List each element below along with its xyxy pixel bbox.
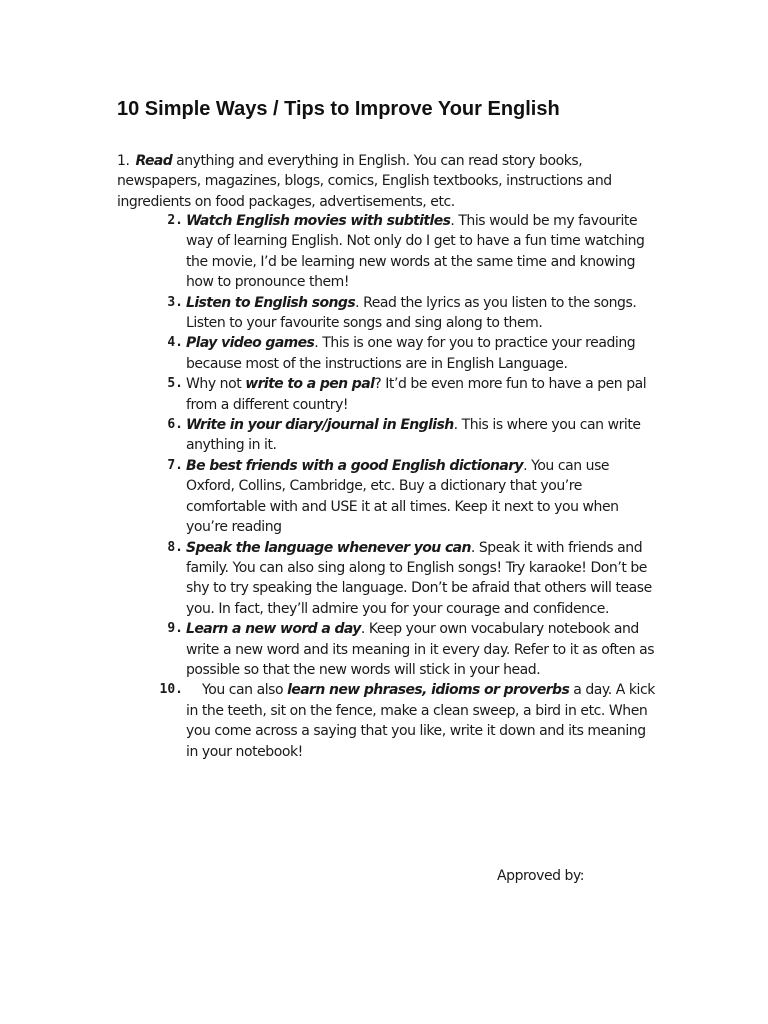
tip-number: 2.	[167, 213, 183, 228]
tip-number: 7.	[167, 457, 183, 473]
tip-highlight: write to a pen pal	[245, 376, 375, 393]
tip-3	[167, 293, 656, 334]
tip-text: . This would be my favourite way of learning English. Not only do I get to have a fun time watching the movie, I’d be learning new words at the same time and knowing how to pronounce them!	[186, 213, 645, 291]
tip-highlight: Be best friends with a good English dictionary	[186, 457, 524, 474]
tip-text: . Speak it with friends and family. You can also sing along to English songs! Try karaoke! Don’t be shy to try speaking the language. Don’t be afraid that others will tease you. In fact, they’ll admire you for your courage and confidence.	[186, 539, 652, 617]
tip-highlight: Watch English movies with subtitles	[186, 213, 451, 229]
tip-number: 3.	[167, 294, 183, 310]
document-title: 10 Simple Ways / Tips to Improve Your English	[117, 98, 560, 120]
tip-text: . Keep your own vocabulary notebook and write a new word and its meaning in it every day. Refer to it as often as possible so that the new words will stick in your head.	[186, 621, 655, 678]
tip-lead-text: You can also	[202, 682, 288, 699]
tip-text: anything and everything in English. You can read story books, newspapers, magazines, blogs, comics, English textbooks, instructions and ingredients on food packages, advertisements, etc.	[117, 153, 612, 210]
tip-number: 5.	[167, 376, 183, 392]
tip-highlight: Learn a new word a day	[186, 621, 361, 638]
tip-number: 6.	[167, 417, 183, 433]
tip-text: ? It’d be even more fun to have a pen pal from a different country!	[186, 376, 647, 413]
tip-number: 8.	[167, 539, 183, 555]
tips-list	[159, 211, 656, 762]
tip-10	[159, 680, 656, 762]
tip-text: . Read the lyrics as you listen to the songs. Listen to your favourite songs and sing along to them.	[186, 294, 637, 332]
tip-number: 9.	[167, 621, 183, 637]
tip-8	[167, 538, 656, 620]
tip-9	[167, 619, 656, 680]
tip-highlight: Read	[135, 153, 173, 169]
tip-5	[167, 374, 656, 415]
tip-highlight: Write in your diary/journal in English	[186, 417, 454, 434]
tip-highlight: Speak the language whenever you can	[186, 539, 471, 556]
tip-highlight: Listen to English songs	[186, 294, 356, 311]
tip-text: . This is one way for you to practice your reading because most of the instructions are in English Language.	[186, 335, 636, 372]
tip-lead-text: Why not	[186, 376, 246, 393]
tip-1	[117, 151, 662, 212]
tip-highlight: learn new phrases, idioms or proverbs	[287, 682, 570, 699]
tip-text: . You can use Oxford, Collins, Cambridge, etc. Buy a dictionary that you’re comfortable with and USE it at all times. Keep it next to you when you’re reading	[186, 457, 619, 536]
tip-text: . This is where you can write anything in it.	[186, 417, 641, 454]
approved-by-label: Approved by:	[497, 868, 585, 884]
tip-text: a day. A kick in the teeth, sit on the fence, make a clean sweep, a bird in etc. When you come across a saying that you like, write it down and its meaning in your notebook!	[186, 682, 655, 760]
tip-highlight: Play video games	[186, 335, 315, 352]
tip-number: 10.	[159, 682, 183, 698]
tip-6	[167, 415, 656, 456]
tip-2	[167, 211, 656, 293]
tip-number: 1.	[117, 153, 130, 169]
tip-4	[167, 333, 656, 374]
tip-number: 4.	[167, 335, 183, 351]
tip-7	[167, 456, 656, 538]
